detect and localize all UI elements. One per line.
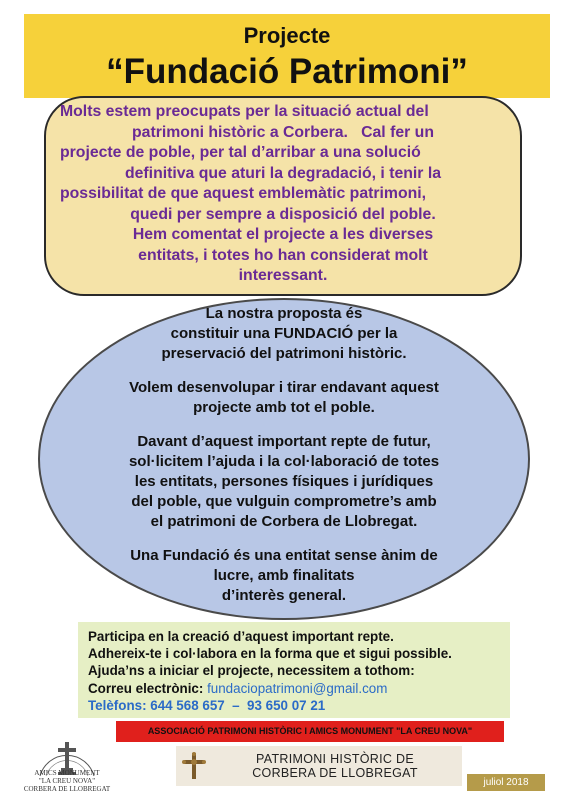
intro-line: Molts estem preocupats per la situació actual del [60, 103, 429, 120]
intro-line: patrimoni històric a Corbera. Cal fer un [132, 123, 434, 141]
proposal-line: sol·licitem l’ajuda i la col·laboració de totes [128, 453, 440, 470]
proposal-line: lucre, amb finalitats [213, 567, 355, 584]
proposal-line: constituir una FUNDACIÓ per la [170, 325, 398, 342]
contact-box [78, 622, 510, 718]
association-banner: ASSOCIACIÓ PATRIMONI HISTÒRIC I AMICS MONUMENT "LA CREU NOVA" [116, 721, 504, 742]
intro-line: Hem comentat el projecte a les diverses [132, 226, 434, 243]
proposal-line: projecte amb tot el poble. [193, 399, 375, 416]
intro-line: quedi per sempre a disposició del poble. [130, 205, 436, 223]
intro-line: possibilitat de que aquest emblemàtic patrimoni, [60, 185, 427, 202]
email-row [88, 680, 500, 697]
proposal-line: Davant d’aquest important repte de futur, [137, 433, 431, 450]
header-kicker: Projecte [243, 23, 331, 48]
proposal-paragraph [38, 432, 530, 532]
contact-line: Adhereix-te i col·labora en la forma que et sigui possible. [88, 646, 452, 662]
contact-line: Participa en la creació d’aquest important repte. [88, 629, 394, 644]
contact-line: Ajuda’ns a iniciar el projecte, necessitem a tothom: [88, 663, 415, 679]
header-banner [24, 14, 550, 98]
intro-box [44, 96, 522, 296]
proposal-paragraph [38, 546, 530, 606]
proposal-line: Una Fundació és una entitat sense ànim de [130, 547, 438, 564]
proposal-line: les entitats, persones físiques i jurídiques [134, 473, 434, 490]
intro-line: projecte de poble, per tal d’arribar a una solució [60, 144, 421, 161]
page-title: “Fundació Patrimoni” [106, 52, 468, 91]
proposal-line: Volem desenvolupar i tirar endavant aquest [129, 379, 439, 396]
patrimoni-logo [176, 746, 462, 786]
proposal-line: preservació del patrimoni històric. [161, 345, 407, 362]
proposal-paragraph [38, 378, 530, 418]
proposal-line: d’interès general. [221, 587, 347, 604]
seal-line: CORBERA DE LLOBREGAT [23, 785, 111, 793]
seal-line: AMICS MONUMENT [34, 769, 100, 777]
date-badge: juliol 2018 [467, 774, 545, 791]
patrimoni-text [208, 752, 462, 780]
proposal-line: del poble, que vulguin comprometre’s amb [131, 493, 437, 510]
intro-line: definitiva que aturi la degradació, i tenir la [124, 164, 441, 182]
proposal-paragraph [38, 304, 530, 364]
intro-line: interessant. [238, 267, 328, 284]
email-link[interactable]: fundaciopatrimoni@gmail.com [207, 680, 388, 696]
intro-line: entitats, i totes ho han considerat molt [138, 246, 428, 264]
proposal-line: el patrimoni de Corbera de Llobregat. [150, 513, 418, 530]
brand-line: CORBERA DE LLOBREGAT [252, 766, 418, 780]
cross-icon [180, 751, 208, 781]
phone-numbers: Telèfons: 644 568 657 – 93 650 07 21 [88, 697, 326, 713]
seal-line: "LA CREU NOVA" [38, 777, 96, 785]
email-label: Correu electrònic: [88, 680, 208, 696]
brand-line: PATRIMONI HISTÒRIC DE [256, 752, 414, 766]
proposal-line: La nostra proposta és [205, 305, 363, 322]
seal-caption [22, 769, 112, 793]
proposal-text [38, 304, 530, 620]
